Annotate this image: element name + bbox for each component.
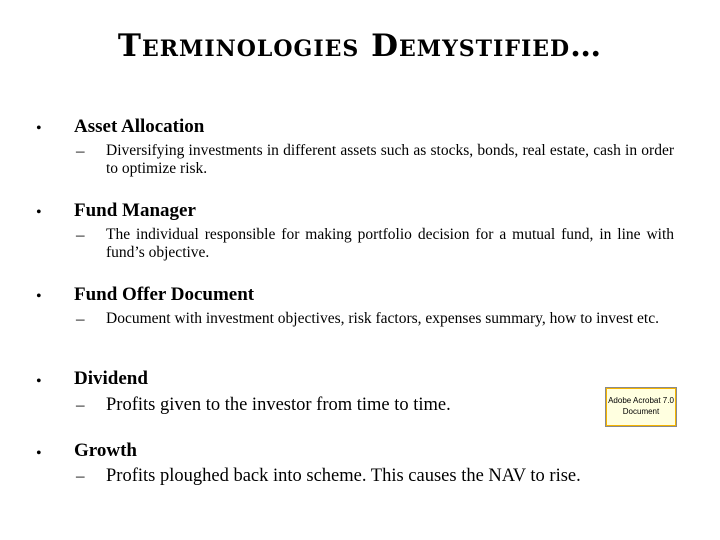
dash-icon: –: [76, 309, 85, 328]
embedded-pdf-object-icon[interactable]: [605, 387, 677, 427]
dash-icon: –: [76, 395, 85, 414]
dash-icon: –: [76, 466, 85, 485]
bullet-icon: •: [36, 204, 42, 221]
term-description: Document with investment objectives, risk factors, expenses summary, how to invest etc.: [106, 310, 659, 327]
term-heading: Fund Offer Document: [74, 284, 255, 305]
bullet-icon: •: [36, 120, 42, 137]
dash-icon: –: [76, 225, 85, 244]
term-description: Diversifying investments in different assets such as stocks, bonds, real estate, cash in order to optimize risk.: [106, 142, 674, 177]
term-heading: Dividend: [74, 368, 148, 389]
bullet-icon: •: [36, 373, 42, 390]
term-description: Profits given to the investor from time to time.: [106, 395, 451, 415]
embedded-object-label-line1: Adobe Acrobat 7.0: [608, 396, 674, 405]
bullet-icon: •: [36, 288, 42, 305]
bullet-icon: •: [36, 445, 42, 462]
term-heading: Fund Manager: [74, 200, 196, 221]
slide-title: Terminologies Demystified…: [117, 28, 603, 64]
embedded-object-label-line2: Document: [622, 407, 660, 416]
term-heading: Asset Allocation: [74, 116, 205, 137]
term-description: Profits ploughed back into scheme. This causes the NAV to rise.: [106, 466, 581, 486]
term-heading: Growth: [74, 440, 137, 461]
term-description: The individual responsible for making portfolio decision for a mutual fund, in line with fund’s objective.: [106, 226, 674, 261]
dash-icon: –: [76, 141, 85, 160]
